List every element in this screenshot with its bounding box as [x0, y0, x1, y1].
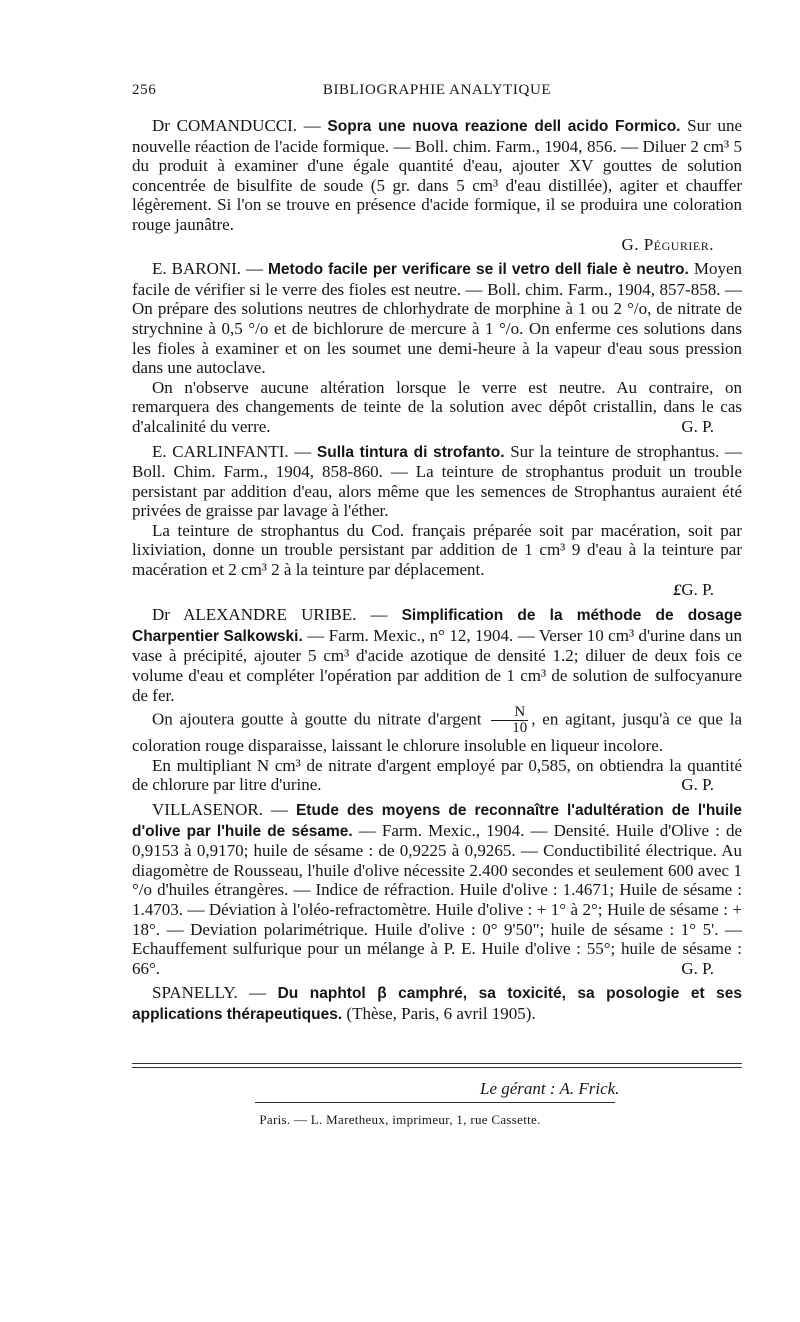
- entry-signature: G. P.: [681, 775, 714, 795]
- entry-comanducci: [132, 116, 742, 254]
- imprint-divider: [255, 1102, 615, 1103]
- entry-author: SPANELLY. —: [152, 983, 267, 1003]
- entry-title: Sopra une nuova reazione dell acido Formico.: [327, 118, 681, 135]
- entry-carlinfanti: [132, 442, 742, 601]
- entry-spanelly: [132, 983, 742, 1024]
- library-stamp-mark: £: [673, 581, 682, 599]
- entry-text: (Thèse, Paris, 6 avril 1905).: [346, 1003, 536, 1023]
- entry-text-continued: En multipliant N cm³ de nitrate d'argent employé par 0,585, on obtiendra la quantité de chlorure par litre d'urine. G. P.: [132, 755, 742, 795]
- bibliography-content: [132, 116, 742, 1030]
- entry-title: Sulla tintura di strofanto.: [316, 443, 505, 461]
- footer-divider: [132, 1063, 742, 1064]
- entry-signature: G. P.: [681, 416, 714, 436]
- entry-text-continued: La teinture de strophantus du Cod. français préparée soit par macération, soit par lixiviation, donne un trouble persistant par addition de 1 cm³ 9 d'eau à la teinture par macération et 2 cm³ 2 à la teinture par déplacement.: [132, 520, 742, 580]
- entry-villasenor: [132, 800, 742, 978]
- entry-text: — Farm. Mexic., n° 12, 1904. — Verser 10 cm³ d'urine dans un vase à précipité, ajouter 5 cm³ d'acide azotique de densité 1.2; diluer de deux fois ce volume d'eau et compléter l'opération par addition de 1 cm³ de solution de sulfocyanure de fer.: [132, 625, 743, 705]
- entry-signature: G. P.: [681, 579, 714, 599]
- entry-author: E. CARLINFANTI. —: [152, 441, 312, 461]
- entry-title: Du naphtol β camphré, sa toxicité, sa posologie et ses applications thérapeutiques.: [132, 985, 742, 1023]
- running-title: BIBLIOGRAPHIE ANALYTIQUE: [322, 82, 552, 98]
- entry-signature: G. P.: [681, 958, 714, 978]
- entry-signature: G. Pégurier.: [621, 234, 714, 254]
- formula-paragraph: On ajoutera goutte à goutte du nitrate d'argent $\frac{N}{10}$ , en agitant, jusqu'à ce que la coloration rouge disparaisse, laissant le chlorure insoluble en liqueur incolore.: [132, 704, 742, 756]
- entry-baroni: [132, 259, 742, 436]
- entry-text-continued: On n'observe aucune altération lorsque le verre est neutre. Au contraire, on remarquera des changements de teinte de la solution avec dépôt cristallin, dans le cas d'alcalinité du verre. G. P.: [132, 377, 742, 436]
- entry-author: E. BARONI. —: [152, 259, 264, 279]
- entry-author: VILLASENOR. —: [152, 800, 288, 819]
- page-header: [132, 82, 742, 104]
- entry-signature-line: [132, 580, 742, 601]
- footer-divider: [132, 1067, 742, 1068]
- entry-text: Moyen facile de vérifier si le verre des fioles est neutre. — Boll. chim. Farm., 1904, 857-858. — On prépare des solutions neutres de chlorhydrate de morphine à 1 ou 2 °/o, de nitrate de strychnine à 0,5 °/o et de bichlorure de mercure à 1 °/o. On enferme ces solutions dans les fioles à examiner et on les soumet une demi-heure à la vapeur d'eau sous pression dans une autoclave.: [132, 259, 742, 378]
- entry-uribe: [132, 605, 742, 795]
- entry-author: Dr ALEXANDRE URIBE. —: [152, 605, 388, 625]
- entry-text: Sur la teinture de strophantus. — Boll. Chim. Farm., 1904, 858-860. — La teinture de strophantus produit un trouble persistant par addition d'eau, alors même que les semences de Strophantus auraient été privées de graisse par lavage à l'éther.: [132, 441, 742, 521]
- entry-title: Etude des moyens de reconnaître l'adultération de l'huile d'olive par l'huile de sésame.: [132, 802, 742, 840]
- page-number: 256: [132, 82, 157, 98]
- entry-title: Simplification de la méthode de dosage Charpentier Salkowski.: [132, 607, 743, 645]
- fraction-n-over-10: $\frac{N}{10}$: [491, 705, 528, 736]
- entry-title: Metodo facile per verificare se il vetro dell fiale è neutro.: [268, 261, 689, 279]
- entry-author: Dr COMANDUCCI. —: [152, 116, 321, 135]
- printer-imprint: Paris. — L. Maretheux, imprimeur, 1, rue Cassette.: [259, 1112, 541, 1127]
- entry-text: — Farm. Mexic., 1904. — Densité. Huile d'Olive : de 0,9153 à 0,9170; huile de sésame : de 0,9225 à 0,9265. — Conductibilité électrique. Au diagomètre de Rousseau, l'huile d'olive nécessite 2.400 secondes et seulement 600 avec 1 °/o d'huiles étrangères. — Indice de réfraction. Huile d'olive : 1.4671; Huile de sésame : 1.4703. — Déviation à l'oléo-refractomètre. Huile d'olive : + 1° à 2°; Huile de sésame : + 18°. — Deviation polarimétrique. Huile d'olive : 0° 9'50"; huile de sésame : 1° 5'. — Echauffement sulfurique pour un mélange à P. E. Huile d'olive : 55°; huile de sésame : 66°.: [132, 820, 743, 978]
- gerant-line: Le gérant : A. Frick.: [480, 1079, 620, 1098]
- entry-text: Sur une nouvelle réaction de l'acide formique. — Boll. chim. Farm., 1904, 856. — Diluer 2 cm³ 5 du produit à examiner d'une égale quantité d'eau, ajouter XV gouttes de solution concentrée de bisulfite de soude (5 gr. dans 5 cm³ d'eau distillée), agiter et chauffer légèrement. Si l'on se trouve en présence d'acide formique, il se produira une coloration rouge jaunâtre.: [132, 116, 743, 234]
